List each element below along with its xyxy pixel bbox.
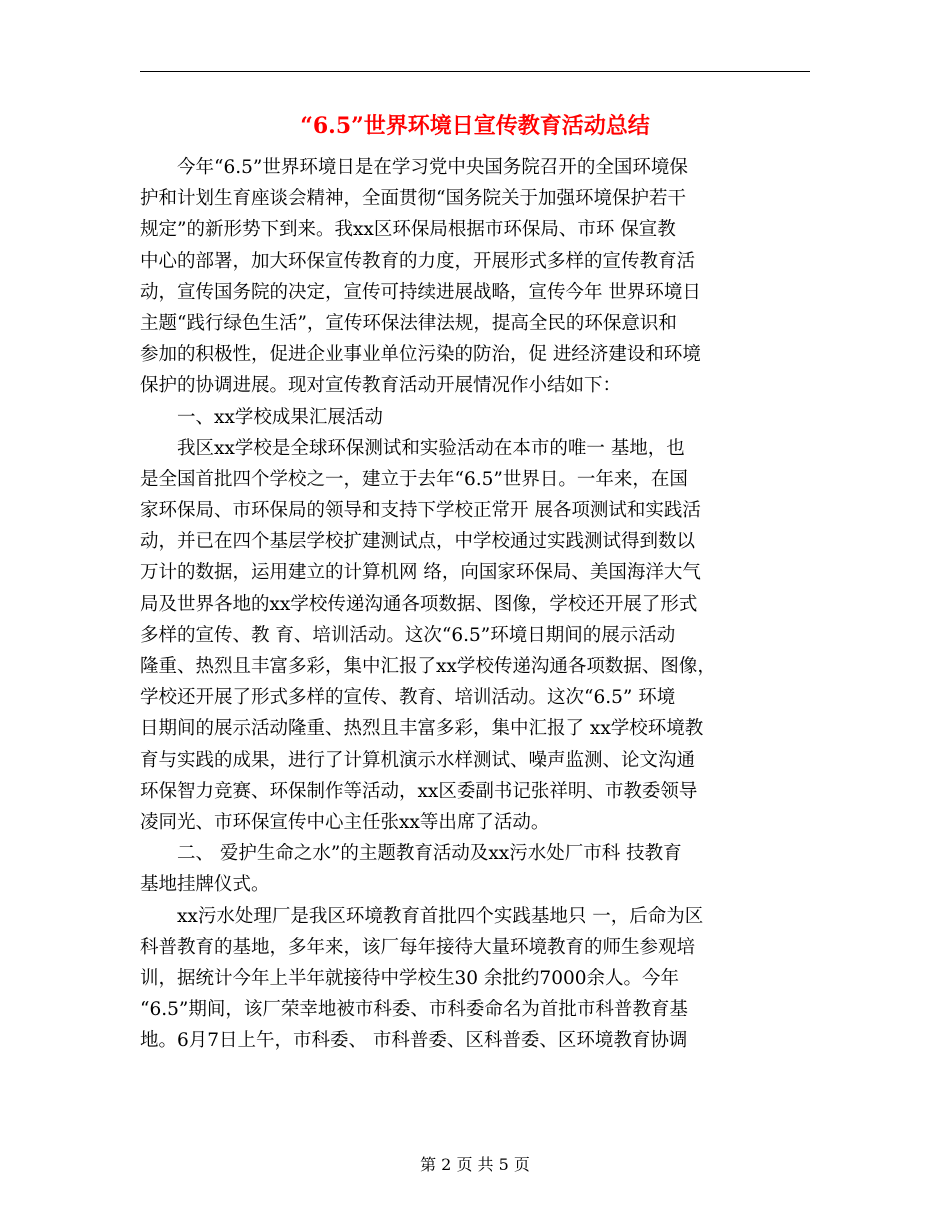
text-line: 环保智力竞赛、环保制作等活动，xx区委副书记张祥明、市教委领导 — [140, 780, 698, 802]
text-line: 主题“践行绿色生活”，宣传环保法律法规，提高全民的环保意识和 — [140, 312, 677, 334]
header-rule — [140, 71, 810, 72]
text-line: 二、 爱护生命之水”的主题教育活动及xx污水处厂市科 技教育 — [140, 843, 682, 865]
text-line: 护和计划生育座谈会精神，全面贯彻“国务院关于加强环境保护若干 — [140, 188, 686, 210]
page-number: 第 2 页 共 5 页 — [420, 1155, 530, 1174]
text-line: 凌同光、市环保宣传中心主任张xx等出席了活动。 — [140, 811, 550, 833]
text-line: 育与实践的成果，进行了计算机演示水样测试、噪声监测、论文沟通 — [140, 749, 696, 771]
text-line: 日期间的展示活动隆重、热烈且丰富多彩，集中汇报了 xx学校环境教 — [140, 718, 704, 740]
text-line: 局及世界各地的xx学校传递沟通各项数据、图像，学校还开展了形式 — [140, 593, 698, 615]
text-line: 训，据统计今年上半年就接待中学校生30 余批约7000余人。今年 — [140, 967, 680, 989]
text-line: 基地挂牌仪式。 — [140, 874, 270, 896]
text-line: 今年“6.5”世界环境日是在学习党中央国务院召开的全国环境保 — [140, 157, 688, 178]
text-line: 保护的协调进展。现对宣传教育活动开展情况作小结如下： — [140, 375, 622, 397]
text-line: 一、xx学校成果汇展活动 — [140, 406, 383, 428]
text-line: “6.5”期间，该厂荣幸地被市科委、市科委命名为首批市科普教育基 — [140, 999, 688, 1021]
text-line: 学校还开展了形式多样的宣传、教育、培训活动。这次“6.5” 环境 — [140, 687, 676, 709]
text-line: 我区xx学校是全球环保测试和实验活动在本市的唯一 基地，也 — [140, 437, 685, 459]
document-body — [140, 152, 812, 1056]
text-line: xx污水处理厂是我区环境教育首批四个实践基地只 一，后命为区 — [140, 905, 704, 927]
text-line: 家环保局、市环保局的领导和支持下学校正常开 展各项测试和实践活 — [140, 500, 701, 522]
document-title: “6.5”世界环境日宣传教育活动总结 — [300, 113, 650, 139]
text-line: 是全国首批四个学校之一，建立于去年“6.5”世界日。一年来，在国 — [140, 468, 688, 490]
text-line: 规定”的新形势下到来。我xx区环保局根据市环保局、市环 保宣教 — [140, 219, 676, 241]
text-line: 地。6月7日上午，市科委、 市科普委、区科普委、区环境教育协调 — [140, 1030, 688, 1052]
text-line: 隆重、热烈且丰富多彩，集中汇报了xx学校传递沟通各项数据、图像， — [140, 656, 716, 677]
text-line: 中心的部署，加大环保宣传教育的力度，开展形式多样的宣传教育活 — [140, 250, 696, 272]
text-line: 参加的积极性，促进企业事业单位污染的防治，促 进经济建设和环境 — [140, 344, 701, 366]
text-line: 动，宣传国务院的决定，宣传可持续进展战略，宣传今年 世界环境日 — [140, 281, 701, 303]
text-line: 科普教育的基地，多年来，该厂每年接待大量环境教育的师生参观培 — [140, 936, 696, 958]
text-line: 动，并已在四个基层学校扩建测试点，中学校通过实践测试得到数以 — [140, 531, 696, 553]
text-line: 万计的数据，运用建立的计算机网 络，向国家环保局、美国海洋大气 — [140, 562, 701, 584]
text-line: 多样的宣传、教 育、培训活动。这次“6.5”环境日期间的展示活动 — [140, 624, 676, 646]
